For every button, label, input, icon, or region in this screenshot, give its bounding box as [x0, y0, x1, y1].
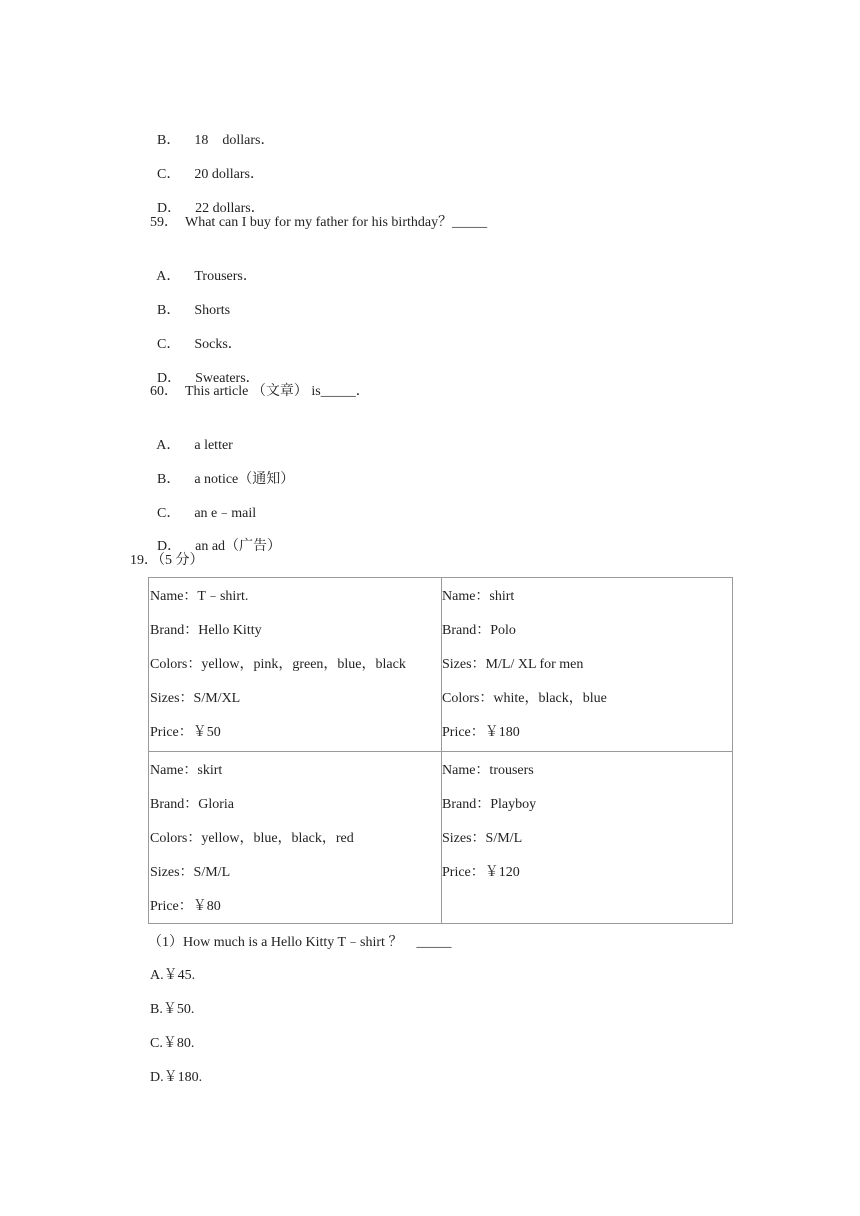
q59-option-c: C． Socks．	[157, 337, 242, 352]
table-row-divider	[149, 751, 732, 752]
q59-option-a: A． Trousers．	[156, 269, 257, 284]
q59-option-d: D． Sweaters．	[157, 371, 260, 386]
cell-line: Brand：Playboy	[442, 797, 537, 812]
product-info-table	[148, 577, 733, 924]
sub-question-1-option-c: C.￥80.	[150, 1036, 195, 1051]
cell-line: Colors：white，black，blue	[442, 691, 607, 706]
cell-line: Name：shirt	[442, 589, 515, 604]
cell-line: Sizes：M/L/ XL for men	[442, 657, 584, 672]
q59-stem: 59． What can I buy for my father for his birthday？_____	[150, 215, 488, 230]
cell-line: Brand：Gloria	[150, 797, 234, 812]
q58-option-b: B． 18 dollars．	[157, 133, 275, 148]
cell-line: Sizes：S/M/XL	[150, 691, 241, 706]
q58-option-c: C． 20 dollars．	[157, 167, 264, 182]
sub-question-1-stem: （1）How much is a Hello Kitty T﹣shirt ？ _____	[148, 935, 452, 950]
section-19-label: 19．（5 分）	[130, 553, 204, 568]
q60-option-d: D． an ad（广告）	[157, 539, 282, 554]
cell-line: Name：T﹣shirt.	[150, 589, 249, 604]
sub-question-1-option-d: D.￥180.	[150, 1070, 203, 1085]
q60-option-c: C． an e﹣mail	[157, 506, 257, 521]
cell-line: Price：￥50	[150, 725, 221, 740]
sub-question-1-option-b: B.￥50.	[150, 1002, 195, 1017]
q60-option-a: A． a letter	[156, 438, 233, 453]
cell-line: Brand：Hello Kitty	[150, 623, 262, 638]
cell-line: Colors：yellow，blue，black，red	[150, 831, 354, 846]
cell-line: Price：￥120	[442, 865, 520, 880]
cell-line: Brand：Polo	[442, 623, 516, 638]
cell-line: Sizes：S/M/L	[442, 831, 523, 846]
q60-option-b: B． a notice（通知）	[157, 472, 295, 487]
cell-line: Sizes：S/M/L	[150, 865, 231, 880]
cell-line: Colors：yellow，pink，green，blue，black	[150, 657, 406, 672]
q60-stem: 60． This article （文章） is_____．	[150, 384, 370, 399]
cell-line: Price：￥80	[150, 899, 221, 914]
sub-question-1-option-a: A.￥45.	[150, 968, 196, 983]
cell-line: Name：trousers	[442, 763, 534, 778]
cell-line: Price：￥180	[442, 725, 520, 740]
cell-line: Name：skirt	[150, 763, 223, 778]
q59-option-b: B． Shorts	[157, 303, 231, 318]
q58-option-d: D． 22 dollars．	[157, 201, 265, 216]
